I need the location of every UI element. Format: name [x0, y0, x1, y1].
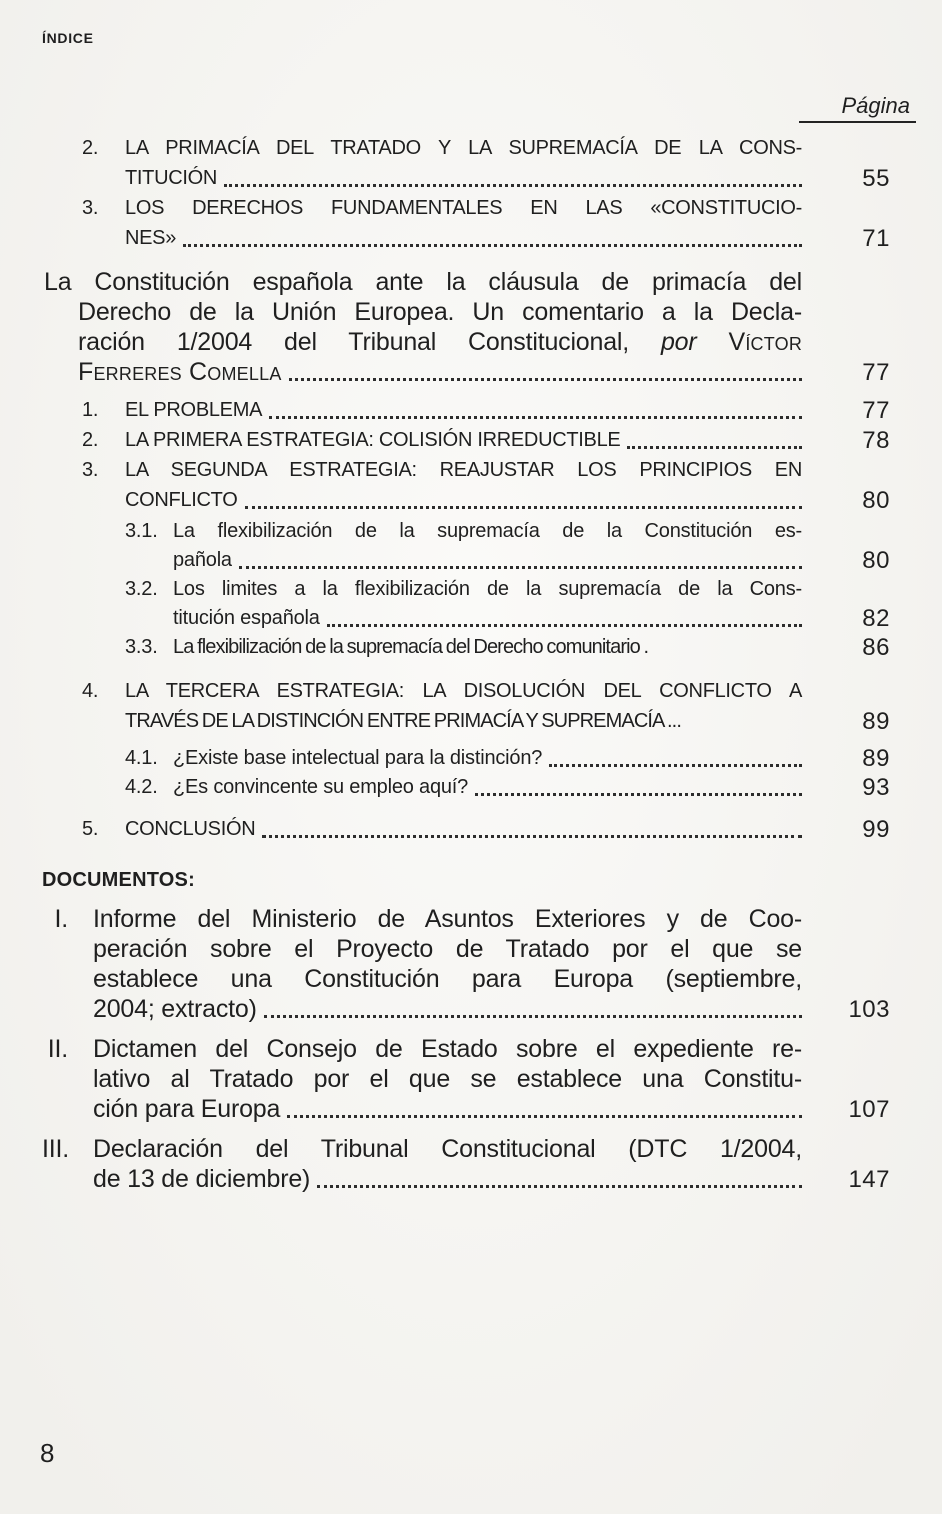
toc-entry [42, 425, 890, 455]
entry-body [93, 904, 890, 1024]
entry-last-line [125, 425, 890, 455]
entry-text: NES» [125, 227, 177, 249]
entry-last-line [93, 1094, 890, 1124]
entry-text: TRAVÉS DE LA DISTINCIÓN ENTRE PRIMACÍA Y SUPREMACÍA ... [125, 710, 681, 732]
dot-leader [183, 244, 802, 247]
toc-article-entry [42, 267, 890, 387]
entry-last-line [173, 633, 890, 662]
entry-body [93, 1134, 890, 1194]
byword: por [660, 328, 697, 356]
entry-text: CONFLICTO [125, 489, 238, 511]
toc-entry [42, 633, 890, 662]
entry-page-number: 147 [848, 1166, 890, 1193]
entry-text: LA SEGUNDA ESTRATEGIA: REAJUSTAR LOS PRINCIPIOS EN [125, 459, 802, 481]
entry-text: lativo al Tratado por el que se establece una Constitu- [93, 1065, 802, 1093]
entry-last-line [173, 604, 890, 633]
entry-last-line [125, 485, 890, 515]
toc-entry [42, 517, 890, 575]
toc-entry [42, 133, 890, 193]
toc-entry [42, 1034, 890, 1124]
entry-text: ¿Es convincente su empleo aquí? [173, 776, 469, 798]
entry-body [173, 773, 890, 802]
entry-last-line [125, 395, 890, 425]
entry-last-line [125, 223, 890, 253]
entry-text: La Constitución española ante la cláusula de primacía del [44, 268, 802, 296]
dot-leader [264, 1015, 802, 1018]
entry-number: 4. [82, 680, 99, 702]
entry-last-line [173, 744, 890, 773]
toc-entry [42, 1134, 890, 1194]
entry-text: de 13 de diciembre) [93, 1165, 311, 1193]
dot-leader [475, 793, 802, 796]
entry-body [173, 633, 890, 662]
page-folio: 8 [40, 1438, 55, 1468]
entry-number: 1. [82, 399, 99, 421]
entry-number: 3. [82, 197, 99, 219]
dot-leader [327, 624, 802, 627]
entry-page-number: 77 [862, 359, 890, 386]
dot-leader [224, 184, 802, 187]
entry-text: Derecho de la Unión Europea. Un comentario a la Decla- [78, 298, 802, 326]
toc-entry [42, 193, 890, 253]
documents-heading: DOCUMENTOS: [42, 869, 195, 891]
entry-number: 3.1. [125, 520, 158, 542]
page-column-header: Página [799, 94, 916, 123]
entry-last-line [173, 773, 890, 802]
entry-number: 3. [82, 459, 99, 481]
author-first-name: Víctor [728, 328, 803, 356]
entry-text: CONCLUSIÓN [125, 818, 256, 840]
toc-entry [42, 744, 890, 773]
entry-page-number: 86 [862, 634, 890, 661]
entry-number: 4.2. [125, 776, 158, 798]
dot-leader [289, 378, 802, 381]
entry-body [173, 744, 890, 773]
entry-text: LOS DERECHOS FUNDAMENTALES EN LAS «CONSTITUCIO- [125, 197, 802, 219]
entry-page-number: 82 [862, 605, 890, 632]
entry-last-line [93, 994, 890, 1024]
entry-page-number: 93 [862, 774, 890, 801]
entry-number: II. [47, 1035, 68, 1063]
entry-number: III. [42, 1135, 69, 1163]
toc-entry [42, 676, 890, 736]
entry-text: Los limites a la flexibilización de la supremacía de la Cons- [173, 578, 802, 600]
entry-body [173, 575, 890, 633]
entry-body [125, 425, 890, 455]
dot-leader [245, 506, 803, 509]
entry-number: 2. [82, 137, 99, 159]
entry-text: peración sobre el Proyecto de Tratado por el que se [93, 935, 802, 963]
entry-page-number: 80 [862, 487, 890, 514]
toc-entry [42, 395, 890, 425]
entry-text: La flexibilización de la supremacía de la Constitución es- [173, 520, 802, 542]
dot-leader [239, 566, 802, 569]
entry-text: Informe del Ministerio de Asuntos Exteriores y de Coo- [93, 905, 802, 933]
entry-body [125, 676, 890, 736]
documents-list [42, 904, 890, 1194]
entry-text: La flexibilización de la supremacía del Derecho comunitario . [173, 636, 649, 658]
dot-leader [317, 1185, 802, 1188]
entry-text: pañola [173, 549, 232, 571]
toc-entry [42, 904, 890, 1024]
entry-text: ración 1/2004 del Tribunal Constitucional, [78, 328, 630, 356]
entry-last-line [125, 163, 890, 193]
entry-page-number: 89 [862, 745, 890, 772]
entry-number: 3.2. [125, 578, 158, 600]
entry-page-number: 78 [862, 427, 890, 454]
entry-text: ¿Existe base intelectual para la distinción? [173, 747, 543, 769]
toc-entry [42, 773, 890, 802]
toc-entry [42, 814, 890, 844]
entry-page-number: 89 [862, 708, 890, 735]
entry-body [125, 133, 890, 193]
entry-number: 4.1. [125, 747, 158, 769]
running-header: ÍNDICE [42, 30, 94, 46]
entry-last-line [93, 1164, 890, 1194]
entry-number: 2. [82, 429, 99, 451]
entry-last-line [125, 814, 890, 844]
entry-page-number: 55 [862, 165, 890, 192]
entry-page-number: 80 [862, 547, 890, 574]
entry-text: Dictamen del Consejo de Estado sobre el expediente re- [93, 1035, 802, 1063]
entry-text [78, 327, 890, 357]
entry-last-line [125, 706, 890, 736]
entry-body [93, 1034, 890, 1124]
author-last-name: Ferreres Comella [78, 358, 282, 386]
dot-leader [262, 835, 802, 838]
entry-text: titución española [173, 607, 320, 629]
entry-last-line [173, 546, 890, 575]
entry-text: LA PRIMERA ESTRATEGIA: COLISIÓN IRREDUCTIBLE [125, 429, 621, 451]
entry-text: TITUCIÓN [125, 167, 218, 189]
entry-text: 2004; extracto) [93, 995, 257, 1023]
dot-leader [627, 446, 802, 449]
toc-entry [42, 455, 890, 515]
dot-leader [287, 1115, 802, 1118]
dot-leader [269, 416, 802, 419]
column-header-row [42, 93, 910, 123]
entry-body [125, 814, 890, 844]
entry-number: I. [54, 905, 68, 933]
entry-text: Declaración del Tribunal Constitucional (DTC 1/2004, [93, 1135, 802, 1163]
entry-text: LA TERCERA ESTRATEGIA: LA DISOLUCIÓN DEL CONFLICTO A [125, 680, 802, 702]
entry-body [173, 517, 890, 575]
entry-text: establece una Constitución para Europa (septiembre, [93, 965, 802, 993]
entry-body [125, 193, 890, 253]
entry-body [125, 395, 890, 425]
entry-number: 3.3. [125, 636, 158, 658]
entry-page-number: 71 [862, 225, 890, 252]
entry-number: 5. [82, 818, 99, 840]
entry-last-line [78, 357, 890, 387]
table-of-contents [42, 133, 890, 1194]
entry-page-number: 99 [862, 816, 890, 843]
entry-text: EL PROBLEMA [125, 399, 263, 421]
toc-entry [42, 575, 890, 633]
dot-leader [549, 764, 802, 767]
entry-body [44, 267, 890, 387]
entry-body [125, 455, 890, 515]
entry-text: ción para Europa [93, 1095, 281, 1123]
entry-page-number: 107 [848, 1096, 890, 1123]
entry-text: LA PRIMACÍA DEL TRATADO Y LA SUPREMACÍA DE LA CONS- [125, 137, 802, 159]
entry-page-number: 77 [862, 397, 890, 424]
entry-page-number: 103 [848, 996, 890, 1023]
